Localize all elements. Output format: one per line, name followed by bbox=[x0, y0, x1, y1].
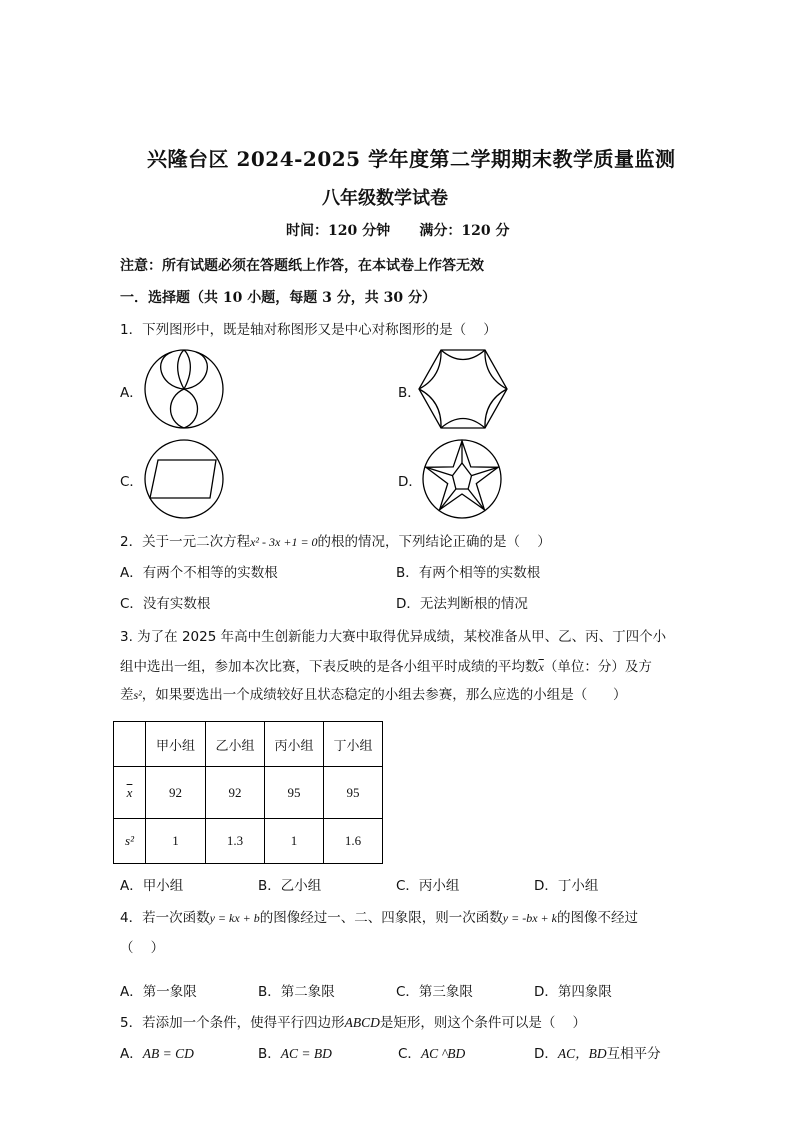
q3-variance-symbol: s² bbox=[133, 688, 142, 702]
q3-line3-post: ，如果要选出一个成绩较好且状态稳定的小组去参赛，那么应选的小组是（ ） bbox=[141, 687, 627, 703]
q1-option-d-label: D． bbox=[398, 474, 422, 490]
q3-line2 bbox=[120, 655, 652, 675]
q3-mean-symbol: $\overline{x}$ bbox=[538, 660, 544, 674]
q2-option-d: D．无法判断根的情况 bbox=[396, 596, 528, 612]
table-cell bbox=[114, 722, 146, 767]
table-row bbox=[114, 819, 383, 864]
q5-stem bbox=[120, 1011, 586, 1031]
q5-stem-a: 5．若添加一个条件，使得平行四边形 bbox=[120, 1015, 345, 1031]
table-cell: 95 bbox=[324, 767, 383, 819]
q5-option-c-math: AC ^BD bbox=[420, 1046, 466, 1061]
table-row bbox=[114, 767, 383, 819]
q3-line3 bbox=[120, 683, 627, 703]
q2-option-a: A．有两个不相等的实数根 bbox=[120, 565, 278, 581]
q4-option-c: C．第三象限 bbox=[396, 984, 473, 1000]
q3-line3-pre: 差 bbox=[120, 687, 134, 703]
q3-option-c: C．丙小组 bbox=[396, 878, 460, 894]
q4-option-d: D．第四象限 bbox=[534, 984, 612, 1000]
q2-stem-pre: 2．关于一元二次方程 bbox=[120, 534, 251, 550]
time-info: 时间：120 分钟 满分：120 分 bbox=[286, 223, 510, 239]
table-cell: 1 bbox=[265, 819, 324, 864]
q5-option-d-math: AC，BD bbox=[557, 1046, 607, 1061]
q1-option-c-label: C． bbox=[120, 474, 143, 490]
q3-option-a: A．甲小组 bbox=[120, 878, 184, 894]
q1-option-a-label: A． bbox=[120, 385, 143, 401]
q5-quad-name: ABCD bbox=[344, 1015, 380, 1030]
q5-option-d-text: 互相平分 bbox=[606, 1046, 661, 1062]
table-row-label: s² bbox=[114, 819, 146, 864]
q4-option-a: A．第一象限 bbox=[120, 984, 197, 1000]
q5-option-d-label: D． bbox=[534, 1046, 558, 1062]
q3-option-b: B．乙小组 bbox=[258, 878, 322, 894]
q5-option-b-math: AC = BD bbox=[280, 1046, 332, 1061]
table-header-cell: 丙小组 bbox=[265, 722, 324, 767]
table-header-cell: 甲小组 bbox=[146, 722, 206, 767]
table-cell: 92 bbox=[206, 767, 265, 819]
table-cell: 1.6 bbox=[324, 819, 383, 864]
q5-option-a-math: AB = CD bbox=[142, 1046, 194, 1061]
q2-stem bbox=[120, 530, 551, 550]
q4-stem bbox=[120, 906, 638, 926]
q5-stem-b: 是矩形，则这个条件可以是（ ） bbox=[379, 1015, 587, 1031]
q4-stem-b: 的图像经过一、二、四象限，则一次函数 bbox=[259, 910, 503, 926]
q4-equation-1: y = kx + b bbox=[209, 911, 260, 925]
q5-option-d bbox=[534, 1042, 661, 1062]
exam-title: 兴隆台区 2024-2025 学年度第二学期期末教学质量监测 bbox=[147, 147, 676, 171]
q4-equation-2: y = -bx + k bbox=[502, 911, 557, 925]
exam-subtitle: 八年级数学试卷 bbox=[322, 188, 448, 209]
q2-equation: x² - 3x +1 = 0 bbox=[250, 535, 318, 549]
q1-option-b-label: B． bbox=[398, 385, 421, 401]
q3-option-d: D．丁小组 bbox=[534, 878, 599, 894]
notice: 注意：所有试题必须在答题纸上作答，在本试卷上作答无效 bbox=[120, 258, 484, 274]
q2-option-c: C．没有实数根 bbox=[120, 596, 211, 612]
table-cell: 1.3 bbox=[206, 819, 265, 864]
table-row-label: $\overline{x}$ bbox=[114, 767, 146, 819]
q3-line2-pre: 组中选出一组，参加本次比赛，下表反映的是各小组平时成绩的平均数 bbox=[120, 659, 539, 675]
star-in-circle-icon bbox=[420, 437, 504, 521]
q4-option-b: B．第二象限 bbox=[258, 984, 335, 1000]
table-header-row bbox=[114, 722, 383, 767]
q3-line2-post: （单位：分）及方 bbox=[543, 659, 652, 675]
table-cell: 1 bbox=[146, 819, 206, 864]
table-header-cell: 乙小组 bbox=[206, 722, 265, 767]
q3-line1: 3. 为了在 2025 年高中生创新能力大赛中取得优异成绩，某校准备从甲、乙、丙、丁四个小 bbox=[120, 629, 667, 645]
three-petal-circle-icon bbox=[142, 347, 226, 431]
table-cell: 92 bbox=[146, 767, 206, 819]
parallelogram-in-circle-icon bbox=[142, 437, 226, 521]
concave-hexagon-icon bbox=[416, 347, 510, 431]
q3-score-table bbox=[113, 721, 383, 864]
q5-option-a bbox=[120, 1042, 194, 1062]
q4-stem-c: 的图像不经过 bbox=[556, 910, 638, 926]
q5-option-c bbox=[398, 1042, 465, 1062]
q5-option-b bbox=[258, 1042, 332, 1062]
q5-option-c-label: C． bbox=[398, 1046, 421, 1062]
q5-option-a-label: A． bbox=[120, 1046, 143, 1062]
q1-stem: 1．下列图形中，既是轴对称图形又是中心对称图形的是（ ） bbox=[120, 322, 497, 338]
q2-stem-post: 的根的情况，下列结论正确的是（ ） bbox=[317, 534, 551, 550]
q4-stem-a: 4．若一次函数 bbox=[120, 910, 210, 926]
table-cell: 95 bbox=[265, 767, 324, 819]
q4-stem-line2: （ ） bbox=[120, 940, 165, 956]
section-heading: 一．选择题（共 10 小题，每题 3 分，共 30 分） bbox=[120, 290, 436, 306]
table-header-cell: 丁小组 bbox=[324, 722, 383, 767]
q5-option-b-label: B． bbox=[258, 1046, 281, 1062]
q2-option-b: B．有两个相等的实数根 bbox=[396, 565, 541, 581]
